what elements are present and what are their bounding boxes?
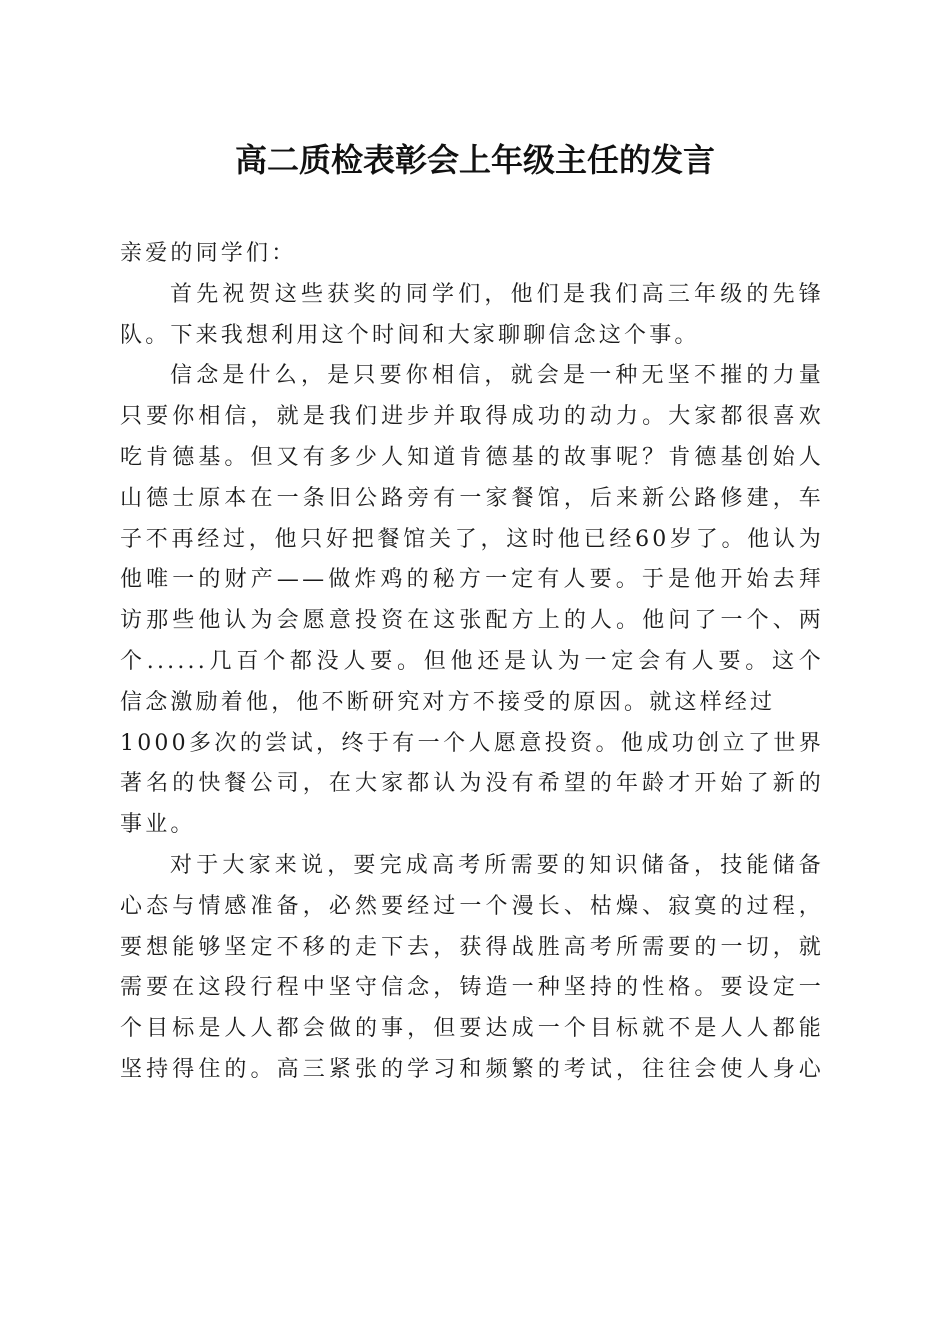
- document-body: [120, 234, 824, 1091]
- paragraph-line: 对于大家来说，要完成高考所需要的知识储备，技能储备: [170, 852, 824, 878]
- paragraph-line: 只要你相信，就是我们进步并取得成功的动力。大家都很喜欢: [120, 404, 824, 430]
- paragraph-line: 事业。: [120, 812, 196, 838]
- paragraph-line: 心态与情感准备，必然要经过一个漫长、枯燥、寂寞的过程，: [120, 893, 824, 919]
- salutation-line: 亲爱的同学们：: [120, 241, 297, 266]
- paragraph-line: 个目标是人人都会做的事，但要达成一个目标就不是人人都能: [120, 1016, 824, 1042]
- paragraph-line: 1000多次的尝试，终于有一个人愿意投资。他成功创立了世界: [120, 730, 824, 756]
- document-title: 高二质检表彰会上年级主任的发言: [234, 141, 715, 179]
- paragraph-line: 要想能够坚定不移的走下去，获得战胜高考所需要的一切，就: [120, 934, 824, 960]
- paragraph-line: 坚持得住的。高三紧张的学习和频繁的考试，往往会使人身心: [120, 1056, 824, 1082]
- paragraph-line: 著名的快餐公司，在大家都认为没有希望的年龄才开始了新的: [120, 771, 824, 797]
- paragraph-line: 访那些他认为会愿意投资在这张配方上的人。他问了一个、两: [120, 608, 824, 634]
- paragraph-line: 吃肯德基。但又有多少人知道肯德基的故事呢？肯德基创始人: [120, 444, 824, 470]
- paragraph-line: 队。下来我想利用这个时间和大家聊聊信念这个事。: [120, 322, 700, 348]
- paragraph-line: 他唯一的财产——做炸鸡的秘方一定有人要。于是他开始去拜: [120, 567, 824, 593]
- paragraph-line: 信念是什么，是只要你相信，就会是一种无坚不摧的力量: [170, 363, 824, 389]
- paragraph-line: 个......几百个都没人要。但他还是认为一定会有人要。这个: [120, 648, 824, 674]
- paragraph-line: 首先祝贺这些获奖的同学们，他们是我们高三年级的先锋: [170, 281, 824, 307]
- paragraph-line: 信念激励着他，他不断研究对方不接受的原因。就这样经过: [120, 689, 776, 715]
- paragraph-line: 子不再经过，他只好把餐馆关了，这时他已经60岁了。他认为: [120, 526, 824, 552]
- paragraph-line: 山德士原本在一条旧公路旁有一家餐馆，后来新公路修建，车: [120, 485, 824, 511]
- paragraph-line: 需要在这段行程中坚守信念，铸造一种坚持的性格。要设定一: [120, 975, 824, 1001]
